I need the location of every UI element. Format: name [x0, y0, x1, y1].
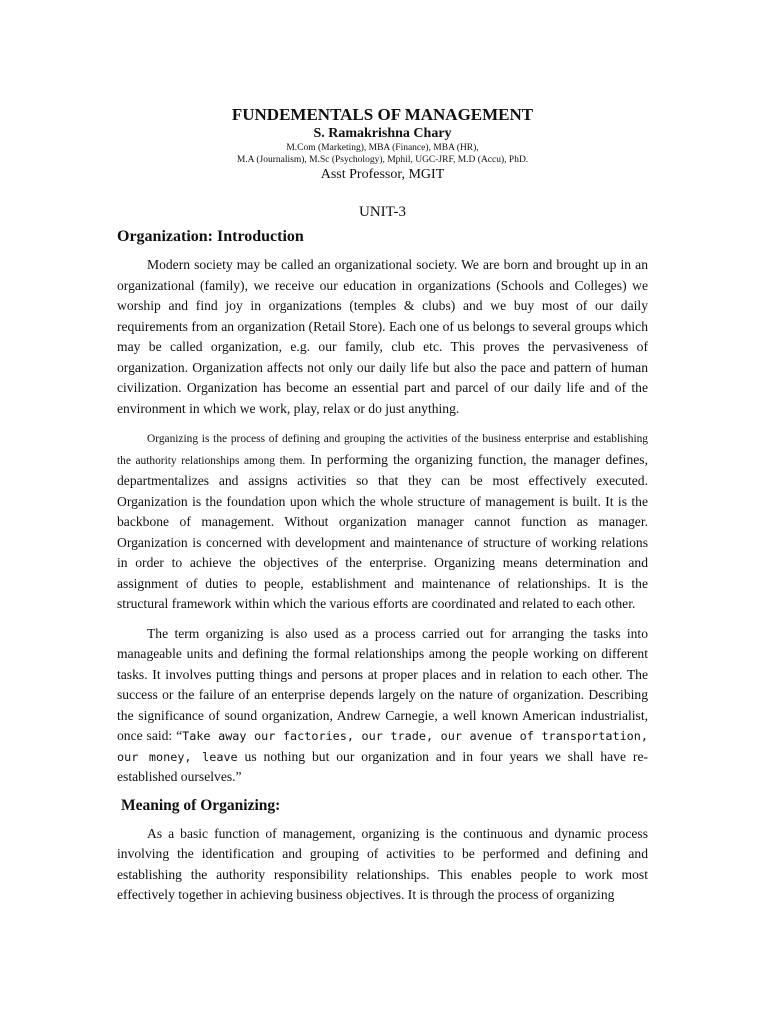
author-credentials-line2: M.A (Journalism), M.Sc (Psychology), Mphil, UGC-JRF, M.D (Accu), PhD.	[236, 155, 529, 165]
author-credentials-line1: M.Com (Marketing), MBA (Finance), MBA (HR),	[286, 143, 479, 153]
paragraph-intro-3-text: The term organizing is also used as a process carried out for arranging the tasks into manageable units and defining the formal relationships among the people working on different tasks. It involves putting things and persons at proper places and in relation to each other. The success or the failure of an enterprise depends largely on the nature of organization. Describing the significance of sound organization, Andrew Carnegie, a well known American industrialist, once said: “	[117, 625, 648, 743]
paragraph-intro-1: Modern society may be called an organizational society. We are born and brought up in an organizational (family), we receive our education in organizations (Schools and Colleges) we worship and find joy in organizations (temples & clubs) and we buy most of our daily requirements from an organization (Retail Store). Each one of us belongs to several groups which may be called organization, e.g. our family, club etc. This proves the pervasiveness of organization. Organization affects not only our daily life but also the pace and pattern of human civilization. Organization has become an essential part and parcel of our daily life and of the environment in which we work, play, relax or do just anything.	[117, 257, 648, 416]
page-content	[117, 104, 648, 906]
section-heading-meaning: Meaning of Organizing:	[121, 796, 281, 814]
document-header	[117, 104, 648, 183]
paragraph-intro-3	[117, 624, 648, 788]
paragraph-intro-2-small-text: Organizing is the process of defining and grouping the activities of the business enterprise and establishing the authority relationships among them.	[117, 433, 648, 467]
unit-label: UNIT-3	[359, 204, 406, 220]
paragraph-meaning-1: As a basic function of management, organizing is the continuous and dynamic process involving the identification and grouping of activities to be performed and defining and establishing the authority responsibility relationships. This enables people to work most effectively together in achieving business objectives. It is through the process of organizing	[117, 825, 648, 902]
paragraph-intro-2	[117, 428, 648, 615]
author-name: S. Ramakrishna Chary	[313, 126, 452, 141]
author-role: Asst Professor, MGIT	[320, 167, 445, 182]
document-title: FUNDEMENTALS OF MANAGEMENT	[231, 105, 534, 124]
carnegie-quote-mono: Take away our factories, our trade, our avenue of transportation, our money, leave	[117, 729, 648, 764]
paragraph-intro-2-text: In performing the organizing function, the manager defines, departmentalizes and assigns activities so that they can be most effectively executed. Organization is the foundation upon which the whole structure of management is built. It is the backbone of management. Without organization manager cannot function as manager. Organization is concerned with development and maintenance of structure of working relations in order to achieve the objectives of the enterprise. Organizing means determination and assignment of duties to people, establishment and maintenance of relationships. It is the structural framework within which the various efforts are coordinated and related to each other.	[117, 451, 648, 611]
section-heading-introduction: Organization: Introduction	[117, 228, 304, 245]
paragraph-intro-3-end: us nothing but our organization and in four years we shall have re-established ourselves.”	[117, 748, 649, 784]
